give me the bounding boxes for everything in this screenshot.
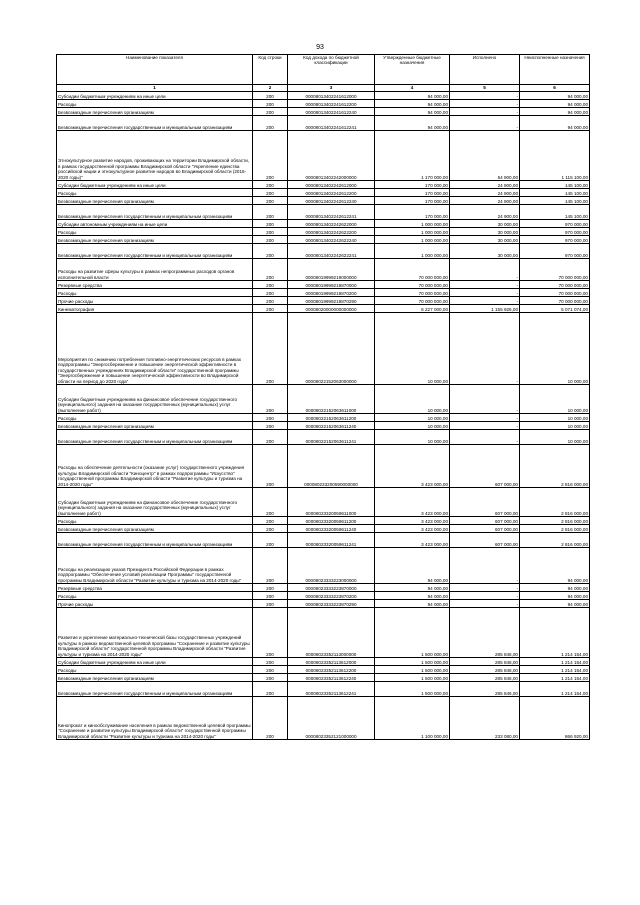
row-remaining-cell: 970 000,00 (520, 228, 590, 236)
row-name-cell: Безвозмездные перечисления организациям (57, 674, 253, 682)
row-name-cell: Безвозмездные перечисления организациям (57, 108, 253, 116)
row-remaining-cell: 94 000,00 (520, 116, 590, 131)
table-row (57, 244, 590, 259)
row-approved-cell: 70 000 000,00 (375, 297, 450, 305)
row-income-code-cell: 00008023352113612000 (288, 658, 375, 666)
row-line-code-cell: 200 (253, 297, 288, 305)
header-line-code: Код строки (253, 55, 288, 85)
row-executed-cell: 285 846,00 (450, 666, 520, 674)
row-name-cell: Расходы на развитие сферы культуры в рамках непрограммных расходов органов исполнительной власти (57, 259, 253, 281)
header-approved: Утвержденные бюджетные назначения (375, 55, 450, 85)
row-executed-cell: - (450, 414, 520, 422)
row-name-cell: Безвозмездные перечисления государственным и муниципальным организациям (57, 244, 253, 259)
table-row (57, 592, 590, 600)
table-row (57, 92, 590, 100)
header-row (57, 55, 590, 85)
row-remaining-cell: 2 816 000,00 (520, 517, 590, 525)
row-line-code-cell: 200 (253, 244, 288, 259)
row-line-code-cell: 200 (253, 385, 288, 414)
row-income-code-cell: 00008023333223870290 (288, 600, 375, 608)
row-executed-cell: 30 000,00 (450, 228, 520, 236)
table-row (57, 259, 590, 281)
table-row (57, 533, 590, 548)
row-remaining-cell: 70 000 000,00 (520, 297, 590, 305)
row-name-cell: Безвозмездные перечисления организациям (57, 197, 253, 205)
row-name-cell: Расходы (57, 592, 253, 600)
row-name-cell: Расходы (57, 414, 253, 422)
row-income-code-cell: 00008013402242612240 (288, 197, 375, 205)
row-income-code-cell: 00008022152063611240 (288, 422, 375, 430)
row-remaining-cell: 1 214 154,00 (520, 682, 590, 697)
row-approved-cell: 94 000,00 (375, 116, 450, 131)
row-name-cell: Этнокультурное развитие народов, проживающих на территории Владимирской области, в рамках государственной программы Владимирской области "Укрепление единства российской нации и этнокультурное развитие народов во Владимирской области (2015-2020 годы)" (57, 131, 253, 181)
row-name-cell: Субсидии бюджетным учреждениям на финансовое обеспечение государственного (муниципального) задания на оказание государственных (муниципальных) услуг (выполнение работ) (57, 488, 253, 517)
column-number-row (57, 85, 590, 92)
row-name-cell: Развитие и укрепление материально-технической базы государственных учреждений культуры в рамках ведомственной целевой программы "Сохранение и развитие культуры Владимирской области" государственной программы Владимирской области "Развитие культуры и туризма на 2014-2020 годы" (57, 608, 253, 658)
row-income-code-cell: 00008013402242622200 (288, 228, 375, 236)
row-approved-cell: 1 500 000,00 (375, 658, 450, 666)
row-income-code-cell: 00008023320059611000 (288, 488, 375, 517)
row-name-cell: Субсидии автономным учреждениям на иные цели (57, 220, 253, 228)
row-income-code-cell: 00008013402242612000 (288, 181, 375, 189)
row-approved-cell: 10 000,00 (375, 313, 450, 385)
row-line-code-cell: 200 (253, 430, 288, 445)
row-line-code-cell: 200 (253, 131, 288, 181)
column-number: 2 (253, 85, 288, 92)
row-executed-cell: 30 000,00 (450, 236, 520, 244)
row-approved-cell: 1 000 000,00 (375, 244, 450, 259)
row-executed-cell: 54 900,00 (450, 131, 520, 181)
row-remaining-cell: 94 000,00 (520, 108, 590, 116)
row-name-cell: Прочие расходы (57, 297, 253, 305)
row-executed-cell: - (450, 584, 520, 592)
row-remaining-cell: 94 000,00 (520, 548, 590, 584)
row-line-code-cell: 200 (253, 236, 288, 244)
row-name-cell: Расходы (57, 517, 253, 525)
row-income-code-cell: 00008019999219870000 (288, 281, 375, 289)
row-approved-cell: 10 000,00 (375, 414, 450, 422)
table-row (57, 189, 590, 197)
row-approved-cell: 1 500 000,00 (375, 674, 450, 682)
row-executed-cell: - (450, 100, 520, 108)
table-row (57, 181, 590, 189)
row-executed-cell: 30 000,00 (450, 244, 520, 259)
row-executed-cell: - (450, 313, 520, 385)
row-income-code-cell: 00008020000000000000 (288, 305, 375, 313)
row-approved-cell: 70 000 000,00 (375, 281, 450, 289)
row-remaining-cell: 70 000 000,00 (520, 259, 590, 281)
table-row (57, 584, 590, 592)
row-income-code-cell: 00008023352113612241 (288, 682, 375, 697)
row-approved-cell: 3 423 000,00 (375, 445, 450, 488)
row-name-cell: Резервные средства (57, 281, 253, 289)
row-executed-cell: 24 900,00 (450, 189, 520, 197)
row-remaining-cell: 1 214 154,00 (520, 608, 590, 658)
row-name-cell: Расходы на реализацию указов Президента Российской Федерации в рамках подпрограммы "Обеспечение условий реализации Программы" государственной программы Владимирской области "Развитие культуры и туризма на 2014-2020 годы" (57, 548, 253, 584)
row-executed-cell: - (450, 297, 520, 305)
header-income-code: Код дохода по бюджетной классификации (288, 55, 375, 85)
row-approved-cell: 3 423 000,00 (375, 517, 450, 525)
row-line-code-cell: 200 (253, 666, 288, 674)
row-executed-cell: - (450, 259, 520, 281)
table-row (57, 422, 590, 430)
row-approved-cell: 3 423 000,00 (375, 488, 450, 517)
table-row (57, 488, 590, 517)
row-name-cell: Расходы (57, 289, 253, 297)
row-income-code-cell: 00008022152063611241 (288, 430, 375, 445)
row-line-code-cell: 200 (253, 525, 288, 533)
row-income-code-cell: 00008023352121000000 (288, 697, 375, 740)
row-name-cell: Расходы (57, 100, 253, 108)
row-approved-cell: 170 000,00 (375, 205, 450, 220)
row-executed-cell: 607 000,00 (450, 533, 520, 548)
row-remaining-cell: 10 000,00 (520, 430, 590, 445)
row-income-code-cell: 00008023352113000000 (288, 608, 375, 658)
row-remaining-cell: 94 000,00 (520, 100, 590, 108)
row-income-code-cell: 00008023320059611240 (288, 525, 375, 533)
row-line-code-cell: 200 (253, 228, 288, 236)
row-income-code-cell: 00008023352113612240 (288, 674, 375, 682)
table-body (57, 92, 590, 740)
row-approved-cell: 10 000,00 (375, 385, 450, 414)
table-row (57, 682, 590, 697)
row-executed-cell: - (450, 548, 520, 584)
row-approved-cell: 94 000,00 (375, 548, 450, 584)
row-income-code-cell: 00008023352113612200 (288, 666, 375, 674)
row-name-cell: Кинопрокат и кинообслуживание населения в рамках ведомственной целевой программы "Сохранение и развитие культуры Владимирской области" государственной программы Владимирской области "Развитие культуры и туризма на 2014-2020 годы" (57, 697, 253, 740)
row-approved-cell: 1 500 000,00 (375, 682, 450, 697)
table-row (57, 697, 590, 740)
row-income-code-cell: 00008023320059611241 (288, 533, 375, 548)
row-line-code-cell: 200 (253, 682, 288, 697)
row-line-code-cell: 200 (253, 92, 288, 100)
row-executed-cell: 24 900,00 (450, 197, 520, 205)
row-remaining-cell: 94 000,00 (520, 600, 590, 608)
row-income-code-cell: 00008023320059611200 (288, 517, 375, 525)
row-executed-cell: - (450, 592, 520, 600)
row-line-code-cell: 200 (253, 414, 288, 422)
row-name-cell: Безвозмездные перечисления государственным и муниципальным организациям (57, 430, 253, 445)
row-remaining-cell: 2 816 000,00 (520, 525, 590, 533)
column-number: 5 (450, 85, 520, 92)
row-line-code-cell: 200 (253, 422, 288, 430)
row-remaining-cell: 145 100,00 (520, 181, 590, 189)
table-row (57, 197, 590, 205)
row-income-code-cell: 00008013402242612200 (288, 189, 375, 197)
table-row (57, 236, 590, 244)
row-approved-cell: 1 170 000,00 (375, 131, 450, 181)
row-approved-cell: 170 000,00 (375, 197, 450, 205)
row-name-cell: Безвозмездные перечисления организациям (57, 236, 253, 244)
row-executed-cell: - (450, 600, 520, 608)
row-remaining-cell: 145 100,00 (520, 197, 590, 205)
row-name-cell: Безвозмездные перечисления государственным и муниципальным организациям (57, 205, 253, 220)
row-line-code-cell: 200 (253, 189, 288, 197)
row-approved-cell: 1 000 000,00 (375, 220, 450, 228)
row-line-code-cell: 200 (253, 592, 288, 600)
row-income-code-cell: 00008013402242622241 (288, 244, 375, 259)
row-remaining-cell: 2 816 000,00 (520, 533, 590, 548)
row-approved-cell: 94 000,00 (375, 600, 450, 608)
row-remaining-cell: 1 214 154,00 (520, 674, 590, 682)
row-remaining-cell: 94 000,00 (520, 92, 590, 100)
row-executed-cell: 607 000,00 (450, 525, 520, 533)
row-approved-cell: 170 000,00 (375, 189, 450, 197)
header-remaining: Неисполненные назначения (520, 55, 590, 85)
row-executed-cell: - (450, 430, 520, 445)
row-executed-cell: - (450, 289, 520, 297)
row-approved-cell: 94 000,00 (375, 584, 450, 592)
row-line-code-cell: 200 (253, 108, 288, 116)
row-remaining-cell: 145 100,00 (520, 205, 590, 220)
table-row (57, 414, 590, 422)
row-line-code-cell: 200 (253, 445, 288, 488)
row-executed-cell: - (450, 281, 520, 289)
row-executed-cell: 24 900,00 (450, 181, 520, 189)
table-row (57, 281, 590, 289)
row-approved-cell: 6 227 000,00 (375, 305, 450, 313)
table-row (57, 600, 590, 608)
row-approved-cell: 1 000 000,00 (375, 236, 450, 244)
row-line-code-cell: 200 (253, 658, 288, 666)
row-name-cell: Субсидии бюджетным учреждениям на иные цели (57, 92, 253, 100)
row-executed-cell: 30 000,00 (450, 220, 520, 228)
row-remaining-cell: 10 000,00 (520, 422, 590, 430)
row-approved-cell: 70 000 000,00 (375, 259, 450, 281)
row-name-cell: Мероприятия по снижению потребления топливно-энергетических ресурсов в рамках подпрограммы "Энергосбережение и повышение энергетической эффективности в государственных учреждениях Владимирской области" государственной программы "Энергосбережение и повышение энергетической эффективности во Владимирской области на период до 2020 года" (57, 313, 253, 385)
row-income-code-cell: 00008022152063611000 (288, 385, 375, 414)
row-income-code-cell: 00008023333223870200 (288, 592, 375, 600)
row-income-code-cell: 00008013402242612241 (288, 205, 375, 220)
row-income-code-cell: 00008013402242622000 (288, 220, 375, 228)
row-line-code-cell: 200 (253, 205, 288, 220)
row-name-cell: Прочие расходы (57, 600, 253, 608)
row-name-cell: Субсидии бюджетным учреждениям на иные цели (57, 181, 253, 189)
row-remaining-cell: 94 000,00 (520, 584, 590, 592)
row-line-code-cell: 200 (253, 533, 288, 548)
table-row (57, 608, 590, 658)
table-row (57, 108, 590, 116)
row-executed-cell: 607 000,00 (450, 517, 520, 525)
row-name-cell: Безвозмездные перечисления организациям (57, 422, 253, 430)
table-row (57, 445, 590, 488)
row-executed-cell: 1 155 926,00 (450, 305, 520, 313)
row-line-code-cell: 200 (253, 313, 288, 385)
row-income-code-cell: 00008013402241612241 (288, 116, 375, 131)
row-remaining-cell: 10 000,00 (520, 414, 590, 422)
table-row (57, 313, 590, 385)
row-income-code-cell: 00008013402242000000 (288, 131, 375, 181)
row-remaining-cell: 70 000 000,00 (520, 289, 590, 297)
row-income-code-cell: 00008022152063611200 (288, 414, 375, 422)
row-remaining-cell: 1 214 154,00 (520, 666, 590, 674)
row-approved-cell: 1 500 000,00 (375, 666, 450, 674)
table-row (57, 517, 590, 525)
table-row (57, 385, 590, 414)
row-income-code-cell: 00008013402241612000 (288, 92, 375, 100)
row-remaining-cell: 1 214 154,00 (520, 658, 590, 666)
row-line-code-cell: 200 (253, 517, 288, 525)
row-name-cell: Безвозмездные перечисления организациям (57, 525, 253, 533)
row-name-cell: Безвозмездные перечисления государственным и муниципальным организациям (57, 116, 253, 131)
row-line-code-cell: 200 (253, 197, 288, 205)
header-name: Наименование показателя (57, 55, 253, 85)
row-income-code-cell: 00008023333223870000 (288, 584, 375, 592)
table-row (57, 297, 590, 305)
row-line-code-cell: 200 (253, 697, 288, 740)
row-approved-cell: 170 000,00 (375, 181, 450, 189)
budget-table (56, 54, 590, 740)
row-remaining-cell: 94 000,00 (520, 592, 590, 600)
table-row (57, 116, 590, 131)
column-number: 6 (520, 85, 590, 92)
row-name-cell: Расходы (57, 189, 253, 197)
column-number: 1 (57, 85, 253, 92)
row-remaining-cell: 970 000,00 (520, 236, 590, 244)
row-income-code-cell: 00008022152063000000 (288, 313, 375, 385)
row-remaining-cell: 2 816 000,00 (520, 488, 590, 517)
row-remaining-cell: 10 000,00 (520, 385, 590, 414)
row-remaining-cell: 145 100,00 (520, 189, 590, 197)
row-line-code-cell: 200 (253, 674, 288, 682)
row-approved-cell: 1 100 000,00 (375, 697, 450, 740)
row-income-code-cell: 00008023333223000000 (288, 548, 375, 584)
row-line-code-cell: 200 (253, 181, 288, 189)
row-line-code-cell: 200 (253, 488, 288, 517)
column-number: 3 (288, 85, 375, 92)
row-remaining-cell: 5 071 074,00 (520, 305, 590, 313)
row-income-code-cell: 000080233200590000000 (288, 445, 375, 488)
table-row (57, 430, 590, 445)
table-row (57, 220, 590, 228)
row-remaining-cell: 970 000,00 (520, 220, 590, 228)
row-approved-cell: 10 000,00 (375, 430, 450, 445)
row-executed-cell: - (450, 422, 520, 430)
row-executed-cell: 233 080,00 (450, 697, 520, 740)
table-row (57, 205, 590, 220)
row-approved-cell: 94 000,00 (375, 100, 450, 108)
row-executed-cell: 285 846,00 (450, 682, 520, 697)
row-income-code-cell: 00008013402241612240 (288, 108, 375, 116)
row-income-code-cell: 00008019999219870200 (288, 289, 375, 297)
row-line-code-cell: 200 (253, 220, 288, 228)
row-remaining-cell: 2 816 000,00 (520, 445, 590, 488)
table-row (57, 100, 590, 108)
row-executed-cell: 607 000,00 (450, 445, 520, 488)
row-income-code-cell: 00008019999219870290 (288, 297, 375, 305)
row-name-cell: Расходы (57, 666, 253, 674)
row-line-code-cell: 200 (253, 600, 288, 608)
column-number: 4 (375, 85, 450, 92)
header-executed: Исполнено (450, 55, 520, 85)
row-line-code-cell: 200 (253, 259, 288, 281)
row-approved-cell: 94 000,00 (375, 108, 450, 116)
row-name-cell: Расходы (57, 228, 253, 236)
row-remaining-cell: 1 115 100,00 (520, 131, 590, 181)
table-row (57, 525, 590, 533)
row-remaining-cell: 10 000,00 (520, 313, 590, 385)
row-executed-cell: 607 000,00 (450, 488, 520, 517)
row-line-code-cell: 200 (253, 608, 288, 658)
row-approved-cell: 94 000,00 (375, 592, 450, 600)
row-name-cell: Субсидии бюджетным учреждениям на иные цели (57, 658, 253, 666)
row-executed-cell: 24 900,00 (450, 205, 520, 220)
row-line-code-cell: 200 (253, 305, 288, 313)
row-name-cell: Резервные средства (57, 584, 253, 592)
row-executed-cell: - (450, 92, 520, 100)
row-income-code-cell: 00008013402242622240 (288, 236, 375, 244)
row-name-cell: Расходы на обеспечение деятельности (оказание услуг) государственного учреждения культуры Владимирской области "Кинoцентр" в рамках подпрограммы "Искусство" государственной программы Владимирской области "Развитие культуры и туризма на 2014-2020 годы" (57, 445, 253, 488)
table-row (57, 289, 590, 297)
table-row (57, 131, 590, 181)
row-remaining-cell: 970 000,00 (520, 244, 590, 259)
table-row (57, 228, 590, 236)
row-executed-cell: - (450, 108, 520, 116)
table-row (57, 548, 590, 584)
row-approved-cell: 1 000 000,00 (375, 228, 450, 236)
table-row (57, 305, 590, 313)
row-approved-cell: 3 423 000,00 (375, 525, 450, 533)
row-remaining-cell: 70 000 000,00 (520, 281, 590, 289)
row-executed-cell: 285 846,00 (450, 674, 520, 682)
row-name-cell: Кинематография (57, 305, 253, 313)
row-name-cell: Безвозмездные перечисления государственным и муниципальным организациям (57, 682, 253, 697)
row-executed-cell: 285 846,00 (450, 608, 520, 658)
row-name-cell: Безвозмездные перечисления государственным и муниципальным организациям (57, 533, 253, 548)
row-approved-cell: 1 500 000,00 (375, 608, 450, 658)
row-remaining-cell: 866 920,00 (520, 697, 590, 740)
row-executed-cell: - (450, 385, 520, 414)
row-approved-cell: 3 423 000,00 (375, 533, 450, 548)
row-line-code-cell: 200 (253, 100, 288, 108)
row-income-code-cell: 00008013402241612200 (288, 100, 375, 108)
row-income-code-cell: 00008019999219000000 (288, 259, 375, 281)
row-executed-cell: - (450, 116, 520, 131)
row-line-code-cell: 200 (253, 281, 288, 289)
row-approved-cell: 94 000,00 (375, 92, 450, 100)
table-row (57, 658, 590, 666)
page-number: 93 (316, 44, 324, 51)
row-line-code-cell: 200 (253, 116, 288, 131)
row-line-code-cell: 200 (253, 584, 288, 592)
row-approved-cell: 70 000 000,00 (375, 289, 450, 297)
row-line-code-cell: 200 (253, 548, 288, 584)
row-approved-cell: 10 000,00 (375, 422, 450, 430)
row-executed-cell: 285 846,00 (450, 658, 520, 666)
row-name-cell: Субсидии бюджетным учреждениям на финансовое обеспечение государственного (муниципального) задания на оказание государственных (муниципальных) услуг (выполнение работ) (57, 385, 253, 414)
table-row (57, 674, 590, 682)
row-line-code-cell: 200 (253, 289, 288, 297)
table-row (57, 666, 590, 674)
